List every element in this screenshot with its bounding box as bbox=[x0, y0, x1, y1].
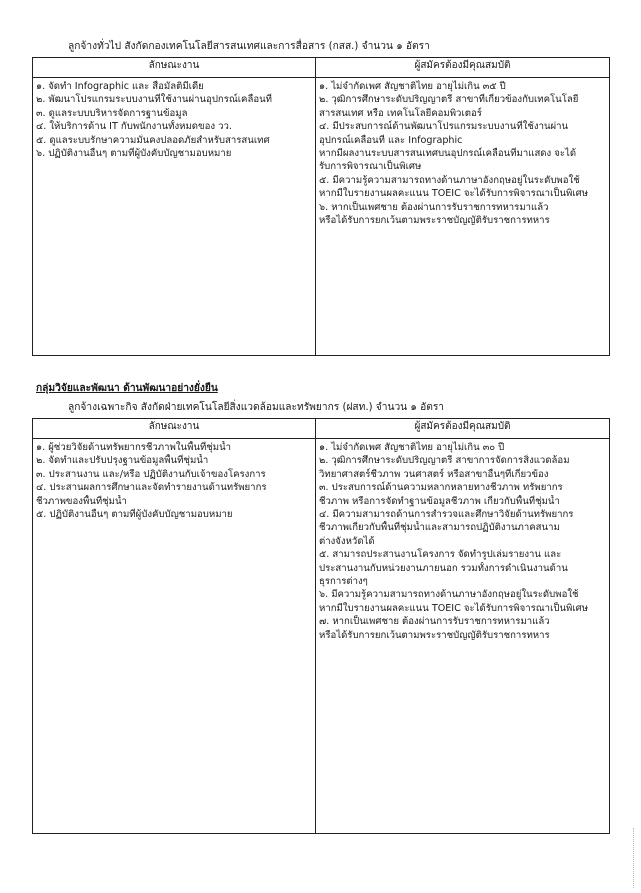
qualification-item: ๒. วุฒิการศึกษาระดับปริญญาตรี สาขาที่เกี่ยวข้องกับเทคโนโลยี bbox=[319, 94, 579, 106]
qualification-item: ๔. มีความสามารถด้านการสำรวจและศึกษาวิจัยด้านทรัพยากร bbox=[319, 509, 574, 521]
section2-table bbox=[32, 418, 610, 834]
qualification-item: หากมีใบรายงานผลคะแนน TOEIC จะได้รับการพิจารณาเป็นพิเศษ bbox=[319, 188, 589, 200]
qualification-item: หรือได้รับการยกเว้นตามพระราชบัญญัติรับราชการทหาร bbox=[319, 629, 550, 641]
section1-table bbox=[32, 57, 610, 356]
section2-qualifications-cell bbox=[316, 439, 610, 834]
qualification-item: ๓. ประสบการณ์ด้านความหลากหลายทางชีวภาพ ทรัพยากร bbox=[319, 482, 563, 494]
qualification-item: หากมีใบรายงานผลคะแนน TOEIC จะได้รับการพิจารณาเป็นพิเศษ bbox=[319, 602, 589, 614]
section2-col-duties: ลักษณะงาน bbox=[33, 419, 316, 439]
qualification-item: ๗. หากเป็นเพศชาย ต้องผ่านการรับราชการทหารมาแล้ว bbox=[319, 616, 550, 628]
section2-position-title: ลูกจ้างเฉพาะกิจ สังกัดฝ่ายเทคโนโลยีสิ่งแวดล้อมและทรัพยากร (ฝสท.) จำนวน ๑ อัตรา bbox=[68, 402, 445, 413]
duty-item: ๕. ดูแลระบบรักษาความมั่นคงปลอดภัยสำหรับสารสนเทศ bbox=[36, 134, 270, 146]
section2-duties-cell bbox=[33, 439, 316, 834]
duty-item: ๑. ผู้ช่วยวิจัยด้านทรัพยากรชีวภาพในพื้นที่ชุ่มน้ำ bbox=[36, 442, 232, 453]
qualification-item: อุปกรณ์เคลื่อนที่ และ Infographic bbox=[319, 134, 463, 146]
section1-col-qualifications: ผู้สมัครต้องมีคุณสมบัติ bbox=[316, 58, 610, 78]
section2-group-title: กลุ่มวิจัยและพัฒนา ด้านพัฒนาอย่างยั่งยืน bbox=[36, 383, 218, 394]
duty-item: ๕. ปฏิบัติงานอื่นๆ ตามที่ผู้บังคับบัญชามอบหมาย bbox=[36, 509, 233, 521]
duty-item: ๒. พัฒนาโปรแกรมระบบงานที่ใช้งานผ่านอุปกรณ์เคลื่อนที่ bbox=[36, 94, 272, 106]
qualification-item: ๔. มีประสบการณ์ด้านพัฒนาโปรแกรมระบบงานที่ใช้งานผ่าน bbox=[319, 121, 569, 133]
qualification-item: ๖. หากเป็นเพศชาย ต้องผ่านการรับราชการทหารมาแล้ว bbox=[319, 201, 549, 213]
section1-position-title: ลูกจ้างทั่วไป สังกัดกองเทคโนโลยีสารสนเทศและการสื่อสาร (กสส.) จำนวน ๑ อัตรา bbox=[68, 41, 430, 52]
duty-item: ๖. ปฏิบัติงานอื่นๆ ตามที่ผู้บังคับบัญชามอบหมาย bbox=[36, 148, 232, 160]
qualification-item: ชีวภาพเกี่ยวกับพื้นที่ชุ่มน้ำและสามารถปฏิบัติงานภาคสนาม bbox=[319, 522, 560, 534]
section1-col-duties: ลักษณะงาน bbox=[33, 58, 316, 78]
qualification-item: หรือได้รับการยกเว้นตามพระราชบัญญัติรับราชการทหาร bbox=[319, 215, 550, 227]
qualification-item: รับการพิจารณาเป็นพิเศษ bbox=[319, 161, 422, 173]
qualification-item: ต่างจังหวัดได้ bbox=[319, 535, 375, 547]
qualification-item: วิทยาศาสตร์ชีวภาพ วนศาสตร์ หรือสาขาอื่นๆที่เกี่ยวข้อง bbox=[319, 468, 549, 480]
qualification-item: ๑. ไม่จำกัดเพศ สัญชาติไทย อายุไม่เกิน ๓๕ ปี bbox=[319, 81, 506, 92]
qualification-item: สารสนเทศ หรือ เทคโนโลยีคอมพิวเตอร์ bbox=[319, 107, 482, 119]
duty-item: ๒. จัดทำและปรับปรุงฐานข้อมูลพื้นที่ชุ่มน้ำ bbox=[36, 455, 209, 467]
page-edge-mark bbox=[633, 828, 639, 888]
qualification-item: ๒. วุฒิการศึกษาระดับปริญญาตรี สาขาการจัดการสิ่งแวดล้อม bbox=[319, 455, 570, 467]
qualification-item: ประสานงานกับหน่วยงานภายนอก รวมทั้งการดำเนินงานด้าน bbox=[319, 562, 568, 574]
duty-item: ๓. ประสานงาน และ/หรือ ปฏิบัติงานกับเจ้าของโครงการ bbox=[36, 468, 266, 480]
qualification-item: ธุรการต่างๆ bbox=[319, 576, 368, 588]
qualification-item: ชีวภาพ หรือการจัดทำฐานข้อมูลชีวภาพ เกี่ยวกับพื้นที่ชุ่มน้ำ bbox=[319, 495, 560, 507]
duty-item: ๓. ดูแลระบบบริหารจัดการฐานข้อมูล bbox=[36, 107, 188, 119]
duty-item: ๔. ให้บริการด้าน IT กับพนักงานทั้งหมดของ วว. bbox=[36, 121, 232, 133]
section1-qualifications-cell bbox=[316, 78, 610, 356]
qualification-item: ๖. มีความรู้ความสามารถทางด้านภาษาอังกฤษอยู่ในระดับพอใช้ bbox=[319, 589, 579, 601]
qualification-item: ๕. มีความรู้ความสามารถทางด้านภาษาอังกฤษอยู่ในระดับพอใช้ bbox=[319, 174, 580, 186]
duty-item: ชีวภาพของพื้นที่ชุ่มน้ำ bbox=[36, 495, 127, 507]
duty-item: ๑. จัดทำ Infographic และ สื่อมัลติมีเดีย bbox=[36, 81, 204, 92]
qualification-item: ๑. ไม่จำกัดเพศ สัญชาติไทย อายุไม่เกิน ๓๐ ปี bbox=[319, 442, 505, 453]
qualification-item: ๕. สามารถประสานงานโครงการ จัดทำรูปเล่มรายงาน และ bbox=[319, 549, 562, 561]
qualification-item: หากมีผลงานระบบสารสนเทศบนอุปกรณ์เคลื่อนที่มาแสดง จะได้ bbox=[319, 148, 577, 160]
section1-duties-cell bbox=[33, 78, 316, 356]
duty-item: ๔. ประสานผลการศึกษาและจัดทำรายงานด้านทรัพยากร bbox=[36, 482, 267, 494]
section2-col-qualifications: ผู้สมัครต้องมีคุณสมบัติ bbox=[316, 419, 610, 439]
